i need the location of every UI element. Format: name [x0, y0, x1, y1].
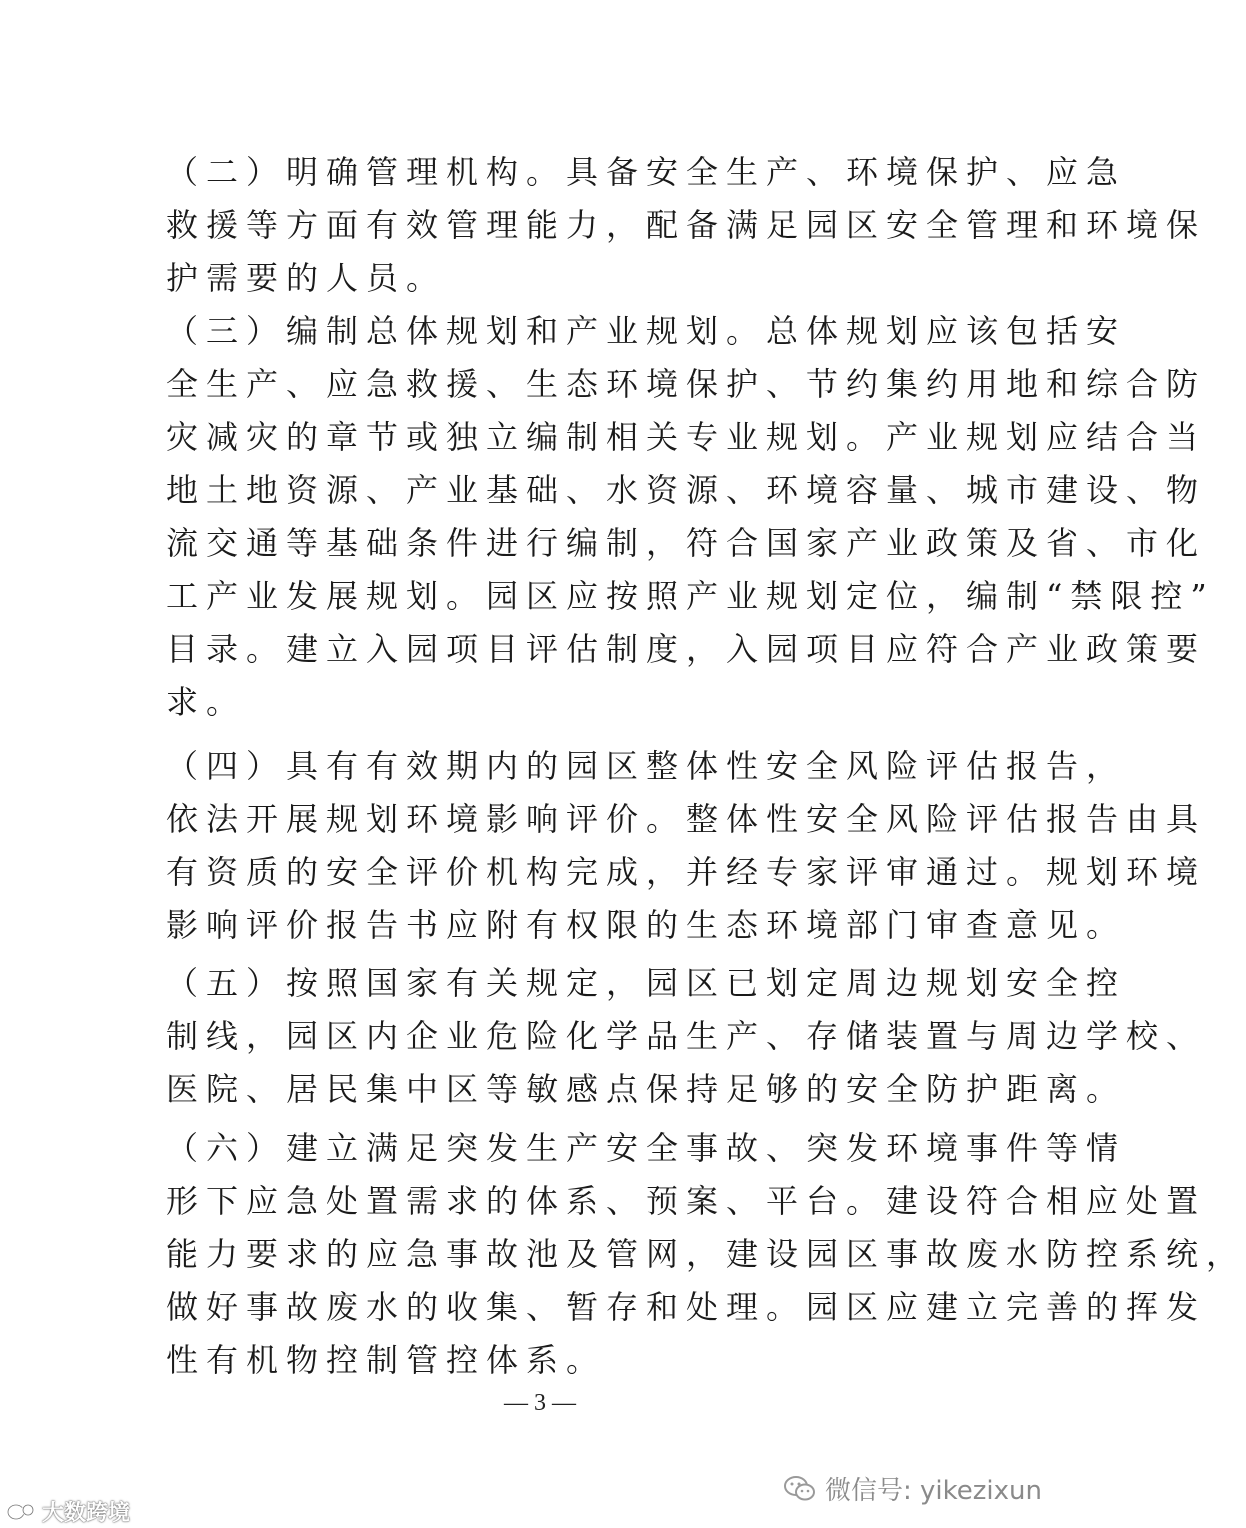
paragraph-3-line-8: 求。	[166, 683, 247, 721]
paragraph-5-line-3: 医院、居民集中区等敏感点保持足够的安全防护距离。	[166, 1070, 1127, 1108]
wechat-id-text: 微信号: yikezixun	[825, 1476, 1042, 1506]
paragraph-6-line-3: 能力要求的应急事故池及管网，建设园区事故废水防控系统，	[166, 1235, 1246, 1273]
brand-watermark	[6, 1496, 130, 1527]
page-number: — 3 —	[504, 1390, 576, 1416]
paragraph-5-line-2: 制线，园区内企业危险化学品生产、存储装置与周边学校、	[166, 1017, 1207, 1055]
paragraph-3-line-6: 工产业发展规划。园区应按照产业规划定位，编制“禁限控”	[166, 577, 1215, 615]
paragraph-3-line-1: （三）编制总体规划和产业规划。总体规划应该包括安	[166, 312, 1127, 350]
paragraph-4-line-2: 依法开展规划环境影响评价。整体性安全风险评估报告由具	[166, 800, 1207, 838]
paragraph-6-line-2: 形下应急处置需求的体系、预案、平台。建设符合相应处置	[166, 1182, 1207, 1220]
paragraph-6-line-1: （六）建立满足突发生产安全事故、突发环境事件等情	[166, 1129, 1127, 1167]
brand-text: 大数跨境	[42, 1501, 131, 1526]
paragraph-4-line-3: 有资质的安全评价机构完成，并经专家评审通过。规划环境	[166, 853, 1207, 891]
paragraph-6-line-4: 做好事故废水的收集、暂存和处理。园区应建立完善的挥发	[166, 1288, 1207, 1326]
paragraph-2-line-1: （二）明确管理机构。具备安全生产、环境保护、应急	[166, 153, 1127, 191]
paragraph-3-line-7: 目录。建立入园项目评估制度，入园项目应符合产业政策要	[166, 630, 1207, 668]
paragraph-3-line-5: 流交通等基础条件进行编制，符合国家产业政策及省、市化	[166, 524, 1207, 562]
paragraph-3-line-3: 灾减灾的章节或独立编制相关专业规划。产业规划应结合当	[166, 418, 1207, 456]
paragraph-3-line-2: 全生产、应急救援、生态环境保护、节约集约用地和综合防	[166, 365, 1207, 403]
paragraph-4-line-1: （四）具有有效期内的园区整体性安全风险评估报告，	[166, 747, 1127, 785]
wechat-icon	[783, 1474, 817, 1504]
paragraph-2-line-2: 救援等方面有效管理能力，配备满足园区安全管理和环境保	[166, 206, 1207, 244]
brand-logo-icon	[6, 1501, 36, 1523]
paragraph-3-line-4: 地土地资源、产业基础、水资源、环境容量、城市建设、物	[166, 471, 1207, 509]
paragraph-4-line-4: 影响评价报告书应附有权限的生态环境部门审查意见。	[166, 906, 1127, 944]
paragraph-5-line-1: （五）按照国家有关规定，园区已划定周边规划安全控	[166, 964, 1127, 1002]
wechat-watermark	[783, 1470, 1042, 1507]
paragraph-6-line-5: 性有机物控制管控体系。	[166, 1341, 607, 1379]
paragraph-2-line-3: 护需要的人员。	[166, 259, 447, 297]
